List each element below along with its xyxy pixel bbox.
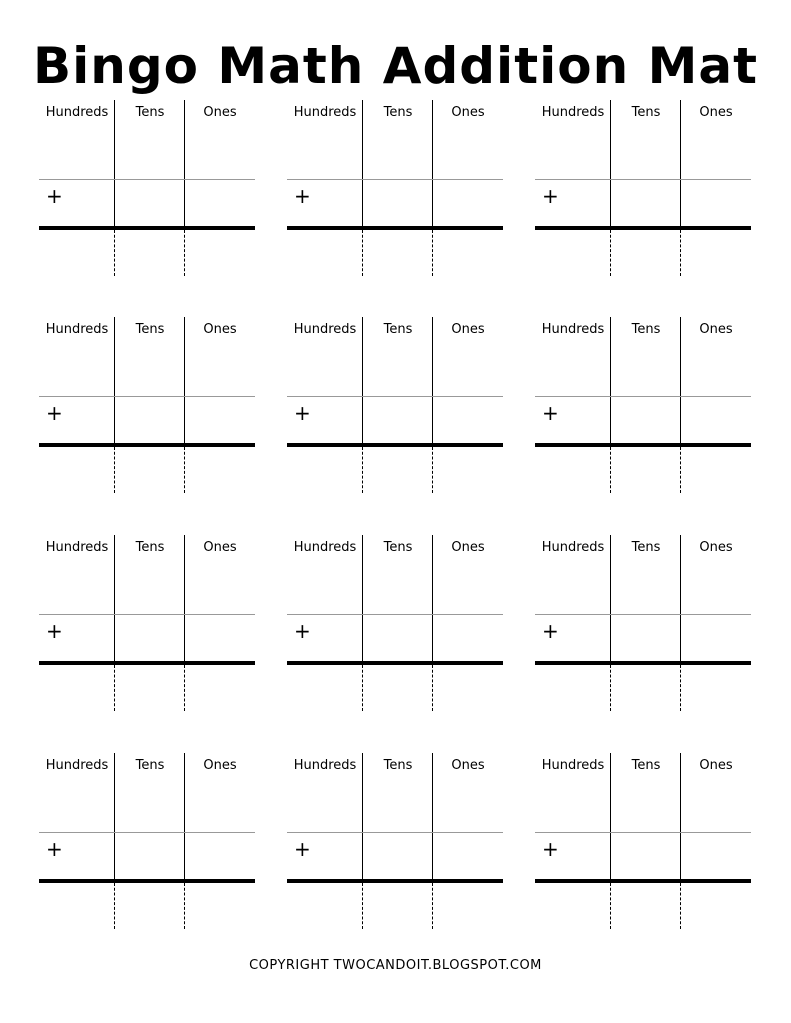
divider-line <box>362 535 363 665</box>
hundreds-header: Hundreds <box>293 758 357 773</box>
hundreds-header: Hundreds <box>541 105 605 120</box>
hundreds-header: Hundreds <box>45 758 109 773</box>
addend-separator <box>287 179 503 180</box>
sum-line <box>39 879 255 883</box>
addend-separator <box>39 832 255 833</box>
sum-line <box>287 226 503 230</box>
tens-header: Tens <box>631 322 661 337</box>
divider-line <box>680 535 681 665</box>
plus-sign: + <box>294 619 311 643</box>
tens-header: Tens <box>383 105 413 120</box>
dashed-divider <box>184 883 185 929</box>
divider-line <box>610 753 611 883</box>
addition-mat <box>39 535 255 711</box>
addition-mat <box>39 317 255 493</box>
addition-mat <box>287 753 503 929</box>
dashed-divider <box>680 883 681 929</box>
divider-line <box>114 317 115 447</box>
tens-header: Tens <box>383 322 413 337</box>
divider-line <box>114 535 115 665</box>
dashed-divider <box>184 665 185 711</box>
tens-header: Tens <box>383 758 413 773</box>
addition-mat <box>535 100 751 276</box>
divider-line <box>184 100 185 230</box>
dashed-divider <box>362 447 363 493</box>
addition-mat <box>287 100 503 276</box>
addend-separator <box>39 396 255 397</box>
ones-header: Ones <box>451 758 485 773</box>
dashed-divider <box>610 883 611 929</box>
ones-header: Ones <box>699 105 733 120</box>
addend-separator <box>287 614 503 615</box>
addition-mat <box>535 753 751 929</box>
divider-line <box>432 100 433 230</box>
addend-separator <box>287 396 503 397</box>
dashed-divider <box>680 230 681 276</box>
dashed-divider <box>432 883 433 929</box>
addition-mat <box>535 317 751 493</box>
plus-sign: + <box>46 619 63 643</box>
ones-header: Ones <box>203 758 237 773</box>
ones-header: Ones <box>451 105 485 120</box>
dashed-divider <box>432 447 433 493</box>
plus-sign: + <box>46 184 63 208</box>
sum-line <box>535 226 751 230</box>
plus-sign: + <box>542 401 559 425</box>
dashed-divider <box>114 665 115 711</box>
divider-line <box>184 753 185 883</box>
divider-line <box>432 317 433 447</box>
hundreds-header: Hundreds <box>293 105 357 120</box>
addend-separator <box>39 614 255 615</box>
sum-line <box>39 661 255 665</box>
dashed-divider <box>184 447 185 493</box>
tens-header: Tens <box>135 758 165 773</box>
divider-line <box>362 317 363 447</box>
sum-line <box>287 661 503 665</box>
hundreds-header: Hundreds <box>45 105 109 120</box>
sum-line <box>535 879 751 883</box>
addend-separator <box>535 179 751 180</box>
hundreds-header: Hundreds <box>293 322 357 337</box>
hundreds-header: Hundreds <box>541 322 605 337</box>
divider-line <box>184 535 185 665</box>
ones-header: Ones <box>203 105 237 120</box>
ones-header: Ones <box>203 322 237 337</box>
dashed-divider <box>610 665 611 711</box>
plus-sign: + <box>542 837 559 861</box>
ones-header: Ones <box>699 322 733 337</box>
dashed-divider <box>362 665 363 711</box>
plus-sign: + <box>294 184 311 208</box>
plus-sign: + <box>542 184 559 208</box>
sum-line <box>287 879 503 883</box>
sum-line <box>39 226 255 230</box>
tens-header: Tens <box>631 105 661 120</box>
page-title: Bingo Math Addition Mat <box>32 37 758 95</box>
divider-line <box>610 535 611 665</box>
tens-header: Tens <box>135 105 165 120</box>
divider-line <box>680 753 681 883</box>
ones-header: Ones <box>451 322 485 337</box>
dashed-divider <box>114 447 115 493</box>
divider-line <box>432 753 433 883</box>
plus-sign: + <box>542 619 559 643</box>
dashed-divider <box>184 230 185 276</box>
tens-header: Tens <box>631 540 661 555</box>
dashed-divider <box>680 665 681 711</box>
plus-sign: + <box>294 837 311 861</box>
addition-mat <box>287 317 503 493</box>
divider-line <box>362 100 363 230</box>
sum-line <box>39 443 255 447</box>
addend-separator <box>535 396 751 397</box>
divider-line <box>610 100 611 230</box>
dashed-divider <box>610 230 611 276</box>
dashed-divider <box>362 230 363 276</box>
dashed-divider <box>432 230 433 276</box>
divider-line <box>610 317 611 447</box>
addition-mat <box>287 535 503 711</box>
addition-mat <box>39 100 255 276</box>
plus-sign: + <box>46 401 63 425</box>
addend-separator <box>287 832 503 833</box>
dashed-divider <box>114 230 115 276</box>
ones-header: Ones <box>451 540 485 555</box>
dashed-divider <box>432 665 433 711</box>
addition-mat <box>535 535 751 711</box>
tens-header: Tens <box>135 322 165 337</box>
tens-header: Tens <box>383 540 413 555</box>
dashed-divider <box>114 883 115 929</box>
plus-sign: + <box>294 401 311 425</box>
sum-line <box>535 661 751 665</box>
ones-header: Ones <box>203 540 237 555</box>
divider-line <box>184 317 185 447</box>
addend-separator <box>39 179 255 180</box>
addition-mat <box>39 753 255 929</box>
addend-separator <box>535 614 751 615</box>
hundreds-header: Hundreds <box>541 758 605 773</box>
addend-separator <box>535 832 751 833</box>
sum-line <box>287 443 503 447</box>
divider-line <box>680 317 681 447</box>
tens-header: Tens <box>135 540 165 555</box>
ones-header: Ones <box>699 758 733 773</box>
divider-line <box>114 100 115 230</box>
hundreds-header: Hundreds <box>541 540 605 555</box>
sum-line <box>535 443 751 447</box>
hundreds-header: Hundreds <box>45 322 109 337</box>
hundreds-header: Hundreds <box>45 540 109 555</box>
dashed-divider <box>610 447 611 493</box>
plus-sign: + <box>46 837 63 861</box>
divider-line <box>362 753 363 883</box>
divider-line <box>432 535 433 665</box>
dashed-divider <box>362 883 363 929</box>
divider-line <box>680 100 681 230</box>
ones-header: Ones <box>699 540 733 555</box>
dashed-divider <box>680 447 681 493</box>
divider-line <box>114 753 115 883</box>
hundreds-header: Hundreds <box>293 540 357 555</box>
copyright-footer: COPYRIGHT TWOCANDOIT.BLOGSPOT.COM <box>249 958 542 973</box>
tens-header: Tens <box>631 758 661 773</box>
